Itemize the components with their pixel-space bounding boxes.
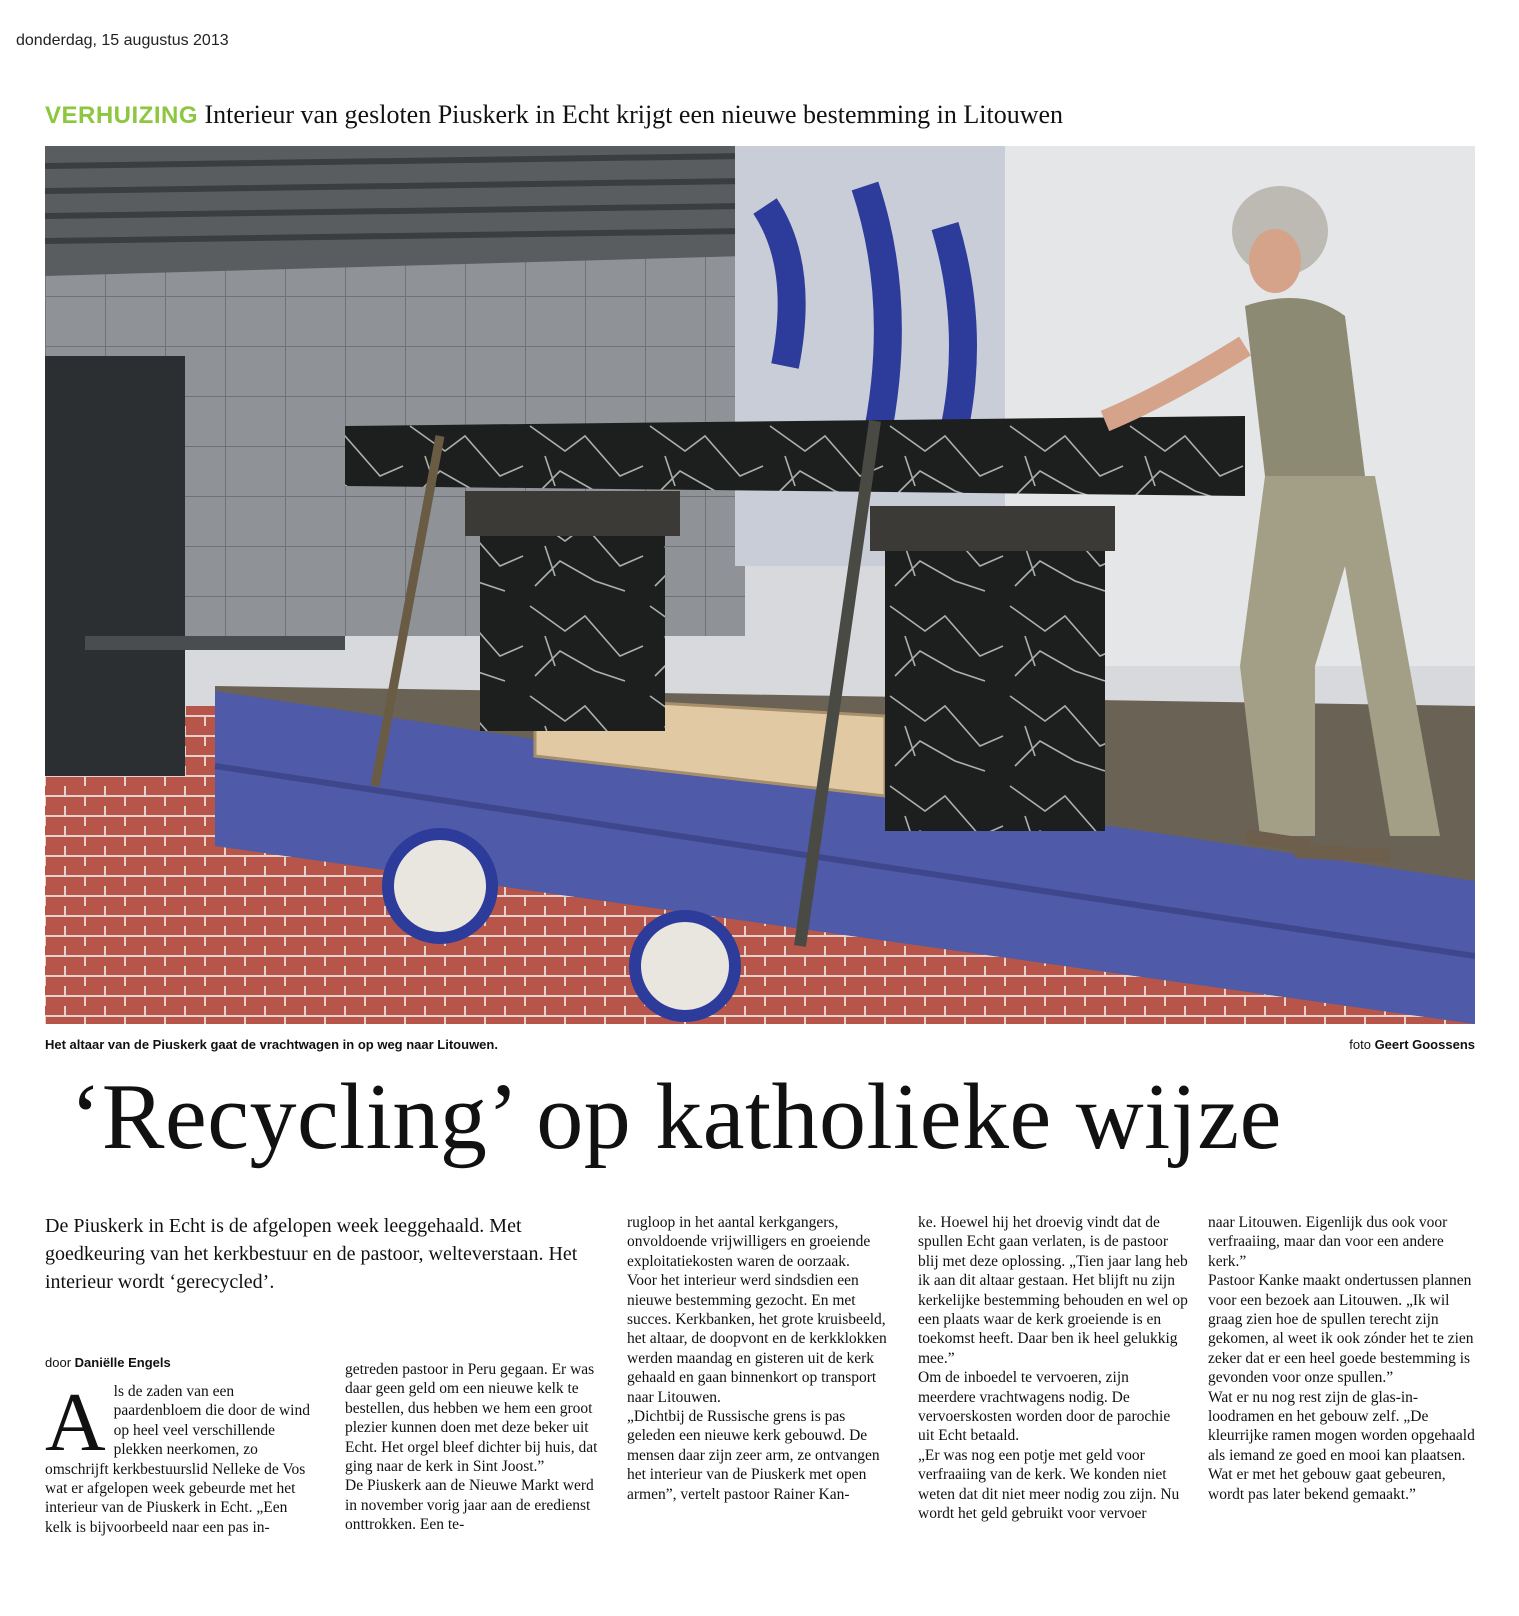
drop-cap: A xyxy=(45,1376,106,1469)
body-paragraph: getreden pastoor in Peru gegaan. Er was daar geen geld om een nieuwe kelk te bestellen, dus hebben we hem een groot plezier kunnen doen met deze beker uit Echt. Het orgel bleef dichter bij huis, dat ging naar de kerk in Sint Joost.” xyxy=(345,1361,598,1476)
body-column-5 xyxy=(1208,1213,1478,1504)
article-photo xyxy=(45,146,1475,1024)
kicker-line xyxy=(45,100,1485,131)
body-column-2 xyxy=(345,1360,605,1535)
article-byline xyxy=(45,1355,171,1370)
photo-illustration xyxy=(45,146,1475,1024)
body-paragraph: ls de zaden van een paardenbloem die door de wind op heel veel verschillende plekken neerkomen, zo omschrijft kerkbestuurslid Nelleke de Vos wat er afgelopen week gebeurde met het interieur van de Piuskerk in Echt. „Een kelk is bijvoorbeeld naar een pas in- xyxy=(45,1383,310,1536)
body-paragraph: De Piuskerk aan de Nieuwe Markt werd in november vorig jaar aan de eredienst onttrokken. Een te- xyxy=(345,1477,594,1534)
body-paragraph: Wat er nu nog rest zijn de glas-in-loodramen en het gebouw zelf. „De kleurrijke ramen mogen worden opgehaald als iemand ze goed en mooi kan plaatsen. Wat er met het gebouw gaat gebeuren, wordt pas later bekend gemaakt.” xyxy=(1208,1388,1475,1503)
body-paragraph: „Er was nog een potje met geld voor verfraaiing van de kerk. We konden niet weten dat dit niet meer nodig zou zijn. Nu wordt het geld gebruikt voor vervoer xyxy=(918,1446,1180,1523)
byline-author: Daniëlle Engels xyxy=(74,1355,171,1370)
photo-caption: Het altaar van de Piuskerk gaat de vrachtwagen in op weg naar Litouwen. xyxy=(45,1037,498,1052)
body-column-4 xyxy=(918,1213,1188,1524)
photo-credit xyxy=(1349,1037,1475,1052)
body-paragraph: ke. Hoewel hij het droevig vindt dat de spullen Echt gaan verlaten, is de pastoor blij met deze oplossing. „Tien jaar lang heb ik aan dit altaar gestaan. Het blijft nu zijn kerkelijke bestemming behouden en wel op een plaats waar de kerk groeiende is en toekomst heeft. Daar ben ik heel gelukkig mee.” xyxy=(918,1214,1188,1367)
body-paragraph: Voor het interieur werd sindsdien een nieuwe bestemming gezocht. En met succes. Kerkbanken, het grote kruisbeeld, het altaar, de doopvont en de kerkklokken werden maandag en gisteren uit de kerk gehaald en gaan binnenkort op transport naar Litouwen. xyxy=(627,1272,887,1406)
body-column-1 xyxy=(45,1376,310,1537)
kicker-tag: VERHUIZING xyxy=(45,102,199,129)
photo-credit-name: Geert Goossens xyxy=(1374,1037,1475,1052)
body-paragraph: naar Litouwen. Eigenlijk dus ook voor verfraaiing, maar dan voor een andere kerk.” xyxy=(1208,1214,1448,1270)
body-paragraph: Om de inboedel te vervoeren, zijn meerdere vrachtwagens nodig. De vervoerskosten worden door de parochie uit Echt betaald. xyxy=(918,1369,1171,1445)
body-paragraph: „Dichtbij de Russische grens is pas geleden een nieuwe kerk gebouwd. De mensen daar zijn zeer arm, ze ontvangen het interieur van de Piuskerk met open armen”, vertelt pastoor Rainer Kan- xyxy=(627,1408,880,1503)
body-paragraph: Pastoor Kanke maakt ondertussen plannen voor een bezoek aan Litouwen. „Ik wil graag zien hoe de spullen terecht zijn gekomen, al weet ik ook zónder het te zien zeker dat er een heel goede bestemming is gevonden voor onze spullen.” xyxy=(1208,1272,1474,1387)
body-paragraph: rugloop in het aantal kerkgangers, onvoldoende vrijwilligers en groeiende exploitatiekosten waren de oorzaak. xyxy=(627,1214,871,1270)
article-headline: ‘Recycling’ op katholieke wijze xyxy=(70,1065,1282,1169)
body-column-3 xyxy=(627,1213,897,1504)
edition-date: donderdag, 15 augustus 2013 xyxy=(16,32,229,49)
article-lead: De Piuskerk in Echt is de afgelopen week leeggehaald. Met goedkeuring van het kerkbestuur en de pastoor, welteverstaan. Het interieur wordt ‘gerecycled’. xyxy=(45,1215,578,1293)
kicker-text: Interieur van gesloten Piuskerk in Echt krijgt een nieuwe bestemming in Litouwen xyxy=(204,100,1064,129)
byline-prefix: door xyxy=(45,1355,72,1370)
photo-credit-prefix: foto xyxy=(1349,1037,1371,1052)
